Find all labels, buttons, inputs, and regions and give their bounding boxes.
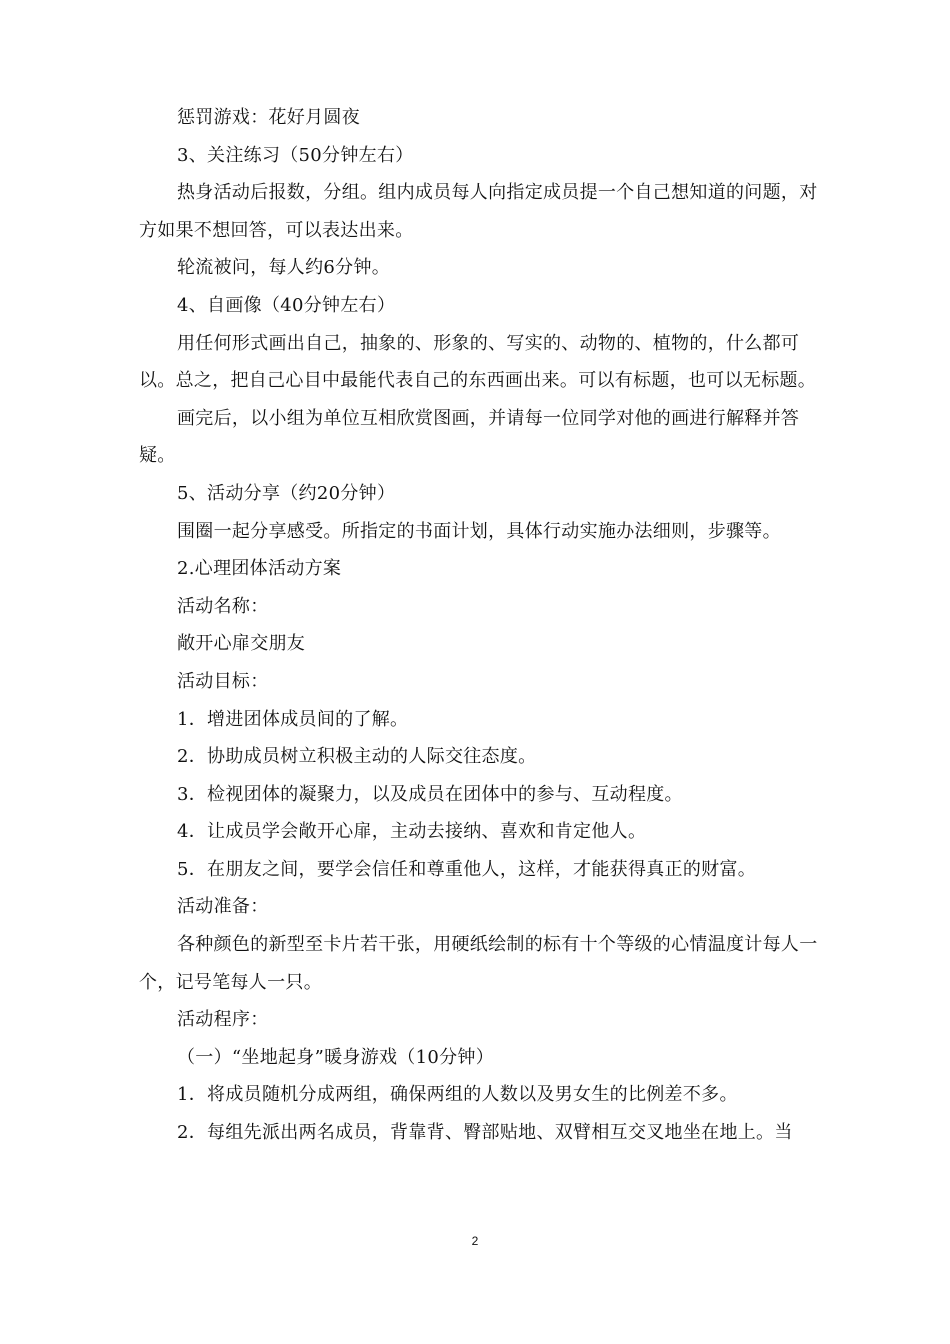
heading-activity-sharing: 5、活动分享（约20分钟） [177, 482, 396, 504]
heading-group-activity-plan: 2.心理团体活动方案 [177, 558, 342, 580]
paragraph-share-feelings: 围圈一起分享感受。所指定的书面计划，具体行动实施办法细则，步骤等。 [177, 520, 781, 542]
procedure-step: 1．将成员随机分成两组，确保两组的人数以及男女生的比例差不多。 [177, 1084, 738, 1106]
activity-name-value: 敞开心扉交朋友 [177, 633, 306, 655]
heading-self-portrait: 4、自画像（40分钟左右） [177, 294, 396, 316]
procedure-step: 2．每组先派出两名成员，背靠背、臀部贴地、双臂相互交叉地坐在地上。当 [177, 1122, 793, 1144]
paragraph-materials: 各种颜色的新型至卡片若干张，用硬纸绘制的标有十个等级的心情温度计每人一个，记号笔每人一只。 [139, 934, 818, 993]
heading-warmup-game: （一）“坐地起身”暖身游戏（10分钟） [177, 1046, 495, 1068]
goal-item: 1．增进团体成员间的了解。 [177, 708, 409, 730]
paragraph-after-drawing: 画完后，以小组为单位互相欣赏图画，并请每一位同学对他的画进行解释并答疑。 [139, 407, 800, 467]
label-activity-name: 活动名称： [177, 595, 269, 617]
label-activity-procedure: 活动程序： [177, 1009, 269, 1031]
label-activity-preparation: 活动准备： [177, 896, 269, 918]
document-body [139, 99, 819, 1152]
paragraph-draw-yourself: 用任何形式画出自己，抽象的、形象的、写实的、动物的、植物的，什么都可以。总之，把自己心目中最能代表自己的东西画出来。可以有标题，也可以无标题。 [139, 332, 817, 392]
heading-attention-practice: 3、关注练习（50分钟左右） [177, 144, 414, 166]
goal-item: 3．检视团体的凝聚力，以及成员在团体中的参与、互动程度。 [177, 783, 683, 805]
paragraph-warmup-grouping: 热身活动后报数，分组。组内成员每人向指定成员提一个自己想知道的问题，对方如果不想回答，可以表达出来。 [139, 182, 818, 241]
goal-item: 2．协助成员树立积极主动的人际交往态度。 [177, 746, 537, 768]
goal-item: 4．让成员学会敞开心扉，主动去接纳、喜欢和肯定他人。 [177, 821, 647, 843]
paragraph-take-turns: 轮流被问，每人约6分钟。 [177, 257, 391, 279]
label-activity-goals: 活动目标： [177, 670, 269, 692]
paragraph-penalty-game: 惩罚游戏：花好月圆夜 [177, 107, 360, 128]
goal-item: 5．在朋友之间，要学会信任和尊重他人，这样，才能获得真正的财富。 [177, 858, 757, 880]
page-number: 2 [471, 1234, 479, 1248]
